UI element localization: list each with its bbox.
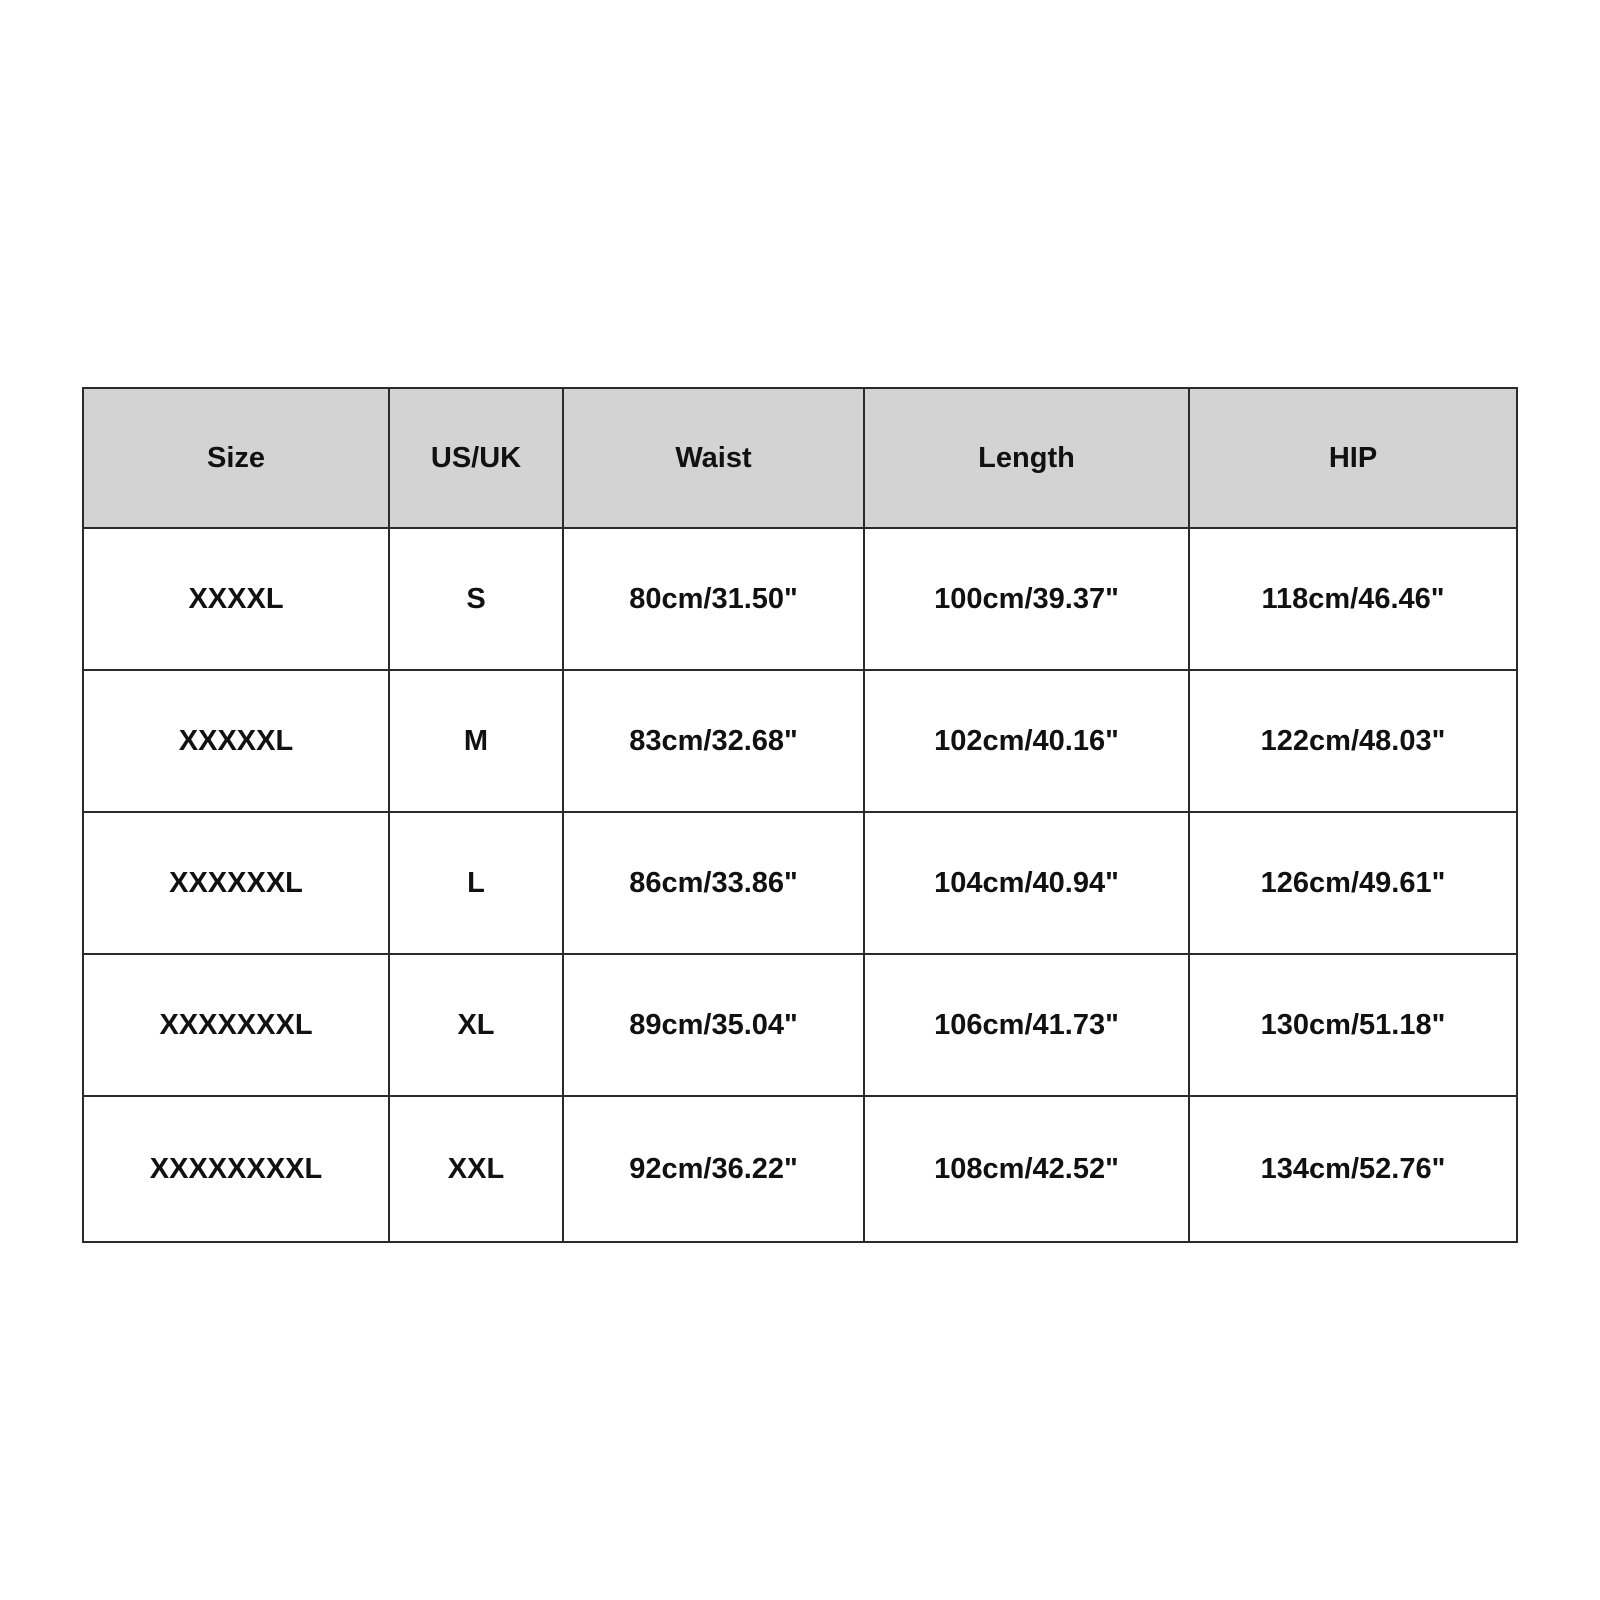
cell-waist: 89cm/35.04" [563,954,864,1096]
cell-waist: 86cm/33.86" [563,812,864,954]
header-hip: HIP [1189,388,1517,528]
cell-size: XXXXXXXL [83,954,389,1096]
cell-waist: 80cm/31.50" [563,528,864,670]
cell-us-uk: L [389,812,563,954]
cell-length: 106cm/41.73" [864,954,1189,1096]
cell-hip: 134cm/52.76" [1189,1096,1517,1242]
size-chart-table [82,387,1518,1243]
cell-us-uk: XL [389,954,563,1096]
cell-length: 104cm/40.94" [864,812,1189,954]
cell-length: 100cm/39.37" [864,528,1189,670]
cell-us-uk: S [389,528,563,670]
cell-size: XXXXXL [83,670,389,812]
cell-hip: 122cm/48.03" [1189,670,1517,812]
cell-size: XXXXL [83,528,389,670]
header-row [83,388,1517,528]
cell-us-uk: M [389,670,563,812]
cell-length: 108cm/42.52" [864,1096,1189,1242]
cell-hip: 126cm/49.61" [1189,812,1517,954]
cell-hip: 118cm/46.46" [1189,528,1517,670]
table-row [83,1096,1517,1242]
table-row [83,954,1517,1096]
table-row [83,670,1517,812]
header-us-uk: US/UK [389,388,563,528]
cell-size: XXXXXXXXL [83,1096,389,1242]
table-row [83,812,1517,954]
cell-length: 102cm/40.16" [864,670,1189,812]
cell-hip: 130cm/51.18" [1189,954,1517,1096]
cell-us-uk: XXL [389,1096,563,1242]
header-size: Size [83,388,389,528]
cell-size: XXXXXXL [83,812,389,954]
header-waist: Waist [563,388,864,528]
header-length: Length [864,388,1189,528]
cell-waist: 92cm/36.22" [563,1096,864,1242]
table-row [83,528,1517,670]
cell-waist: 83cm/32.68" [563,670,864,812]
